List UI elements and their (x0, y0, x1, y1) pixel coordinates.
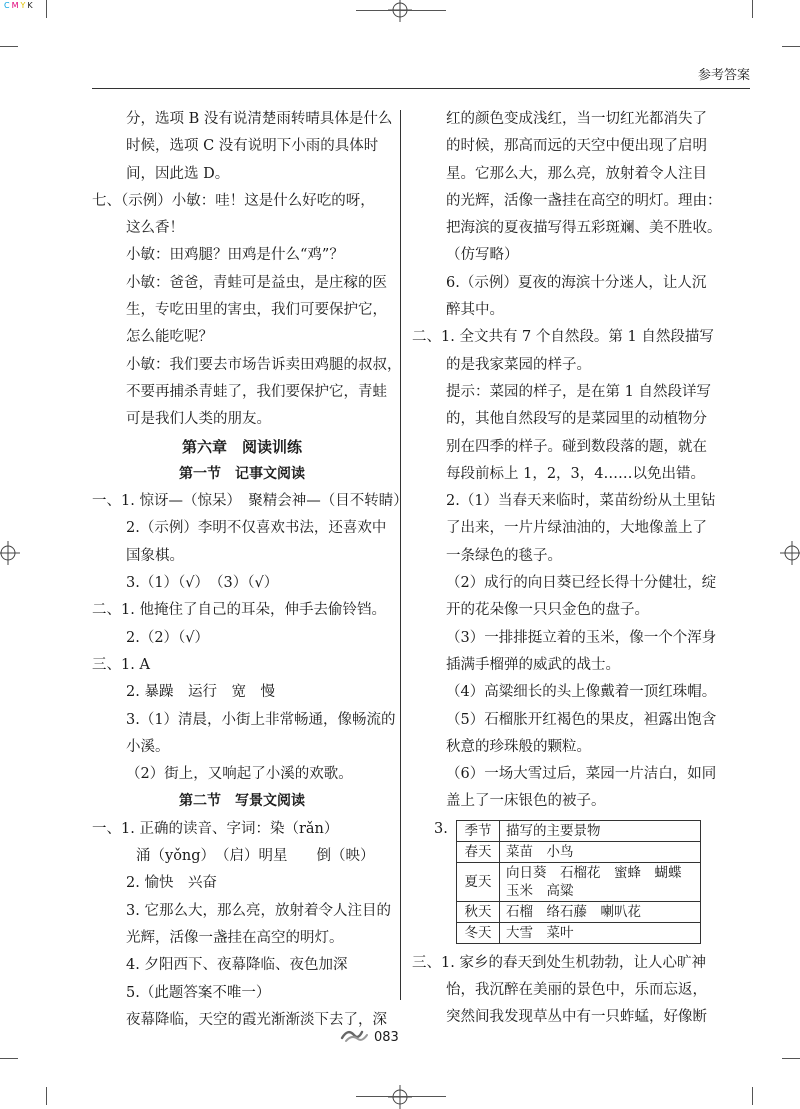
right-column-text-bottom (412, 950, 712, 1032)
scenery-line: 石榴 络石藤 喇叭花 (506, 903, 641, 920)
text-line: 2.（2）（√） (126, 629, 210, 646)
text-line: 不要再捕杀青蛙了，我们要保护它，青蛙 (126, 383, 387, 400)
text-line: 可是我们人类的朋友。 (126, 411, 271, 428)
text-line: 的，其他自然段写的是菜园里的动植物分 (446, 411, 707, 428)
scenery-line: 菜苗 小鸟 (506, 843, 574, 860)
cmyk-y: Y (20, 1, 27, 10)
cmyk-c: C (4, 1, 11, 10)
scenery-table-block (412, 816, 712, 944)
right-column (412, 106, 722, 1032)
text-line: 怎么能吃呢？ (126, 329, 213, 346)
table-number: 3. (434, 820, 448, 837)
registration-mark-bottom (388, 1085, 412, 1109)
crop-mark-bottom-left (46, 1087, 47, 1105)
table-row (457, 862, 701, 901)
page-number: 083 (374, 1029, 399, 1045)
season-cell: 冬天 (457, 922, 500, 943)
text-line: 3.（1）（√） （3）（√） (126, 575, 279, 592)
text-line: （3）一排排挺立着的玉米，像一个个浑身 (446, 629, 717, 646)
text-line: 2.（示例）李明不仅喜欢书法，还喜欢中 (126, 520, 387, 537)
cmyk-color-marks (4, 1, 35, 10)
registration-mark-left (0, 541, 20, 565)
text-line: 怡，我沉醉在美丽的景色中，乐而忘返， (446, 982, 707, 999)
text-line: （5）石榴胀开红褐色的果皮，袒露出饱含 (446, 711, 717, 728)
text-line: 光辉，活像一盏挂在高空的明灯。 (126, 929, 344, 946)
text-line: 小敏：田鸡腿？田鸡是什么“鸡”？ (126, 247, 344, 264)
scenery-table (456, 820, 701, 944)
crop-mark-bottom-left-h (0, 1058, 18, 1059)
page-header-title: 参考答案 (697, 68, 750, 83)
right-column-text-top (412, 106, 722, 816)
scenery-cell (500, 862, 701, 901)
page-logo-icon (340, 1026, 370, 1048)
text-line: （2）成行的向日葵已经长得十分健壮，绽 (446, 575, 717, 592)
text-line: 星。它那么大，那么亮，放射着令人注目 (446, 165, 707, 182)
text-line: 突然间我发现草丛中有一只蚱蜢，好像断 (446, 1009, 707, 1026)
text-line: 6.（示例）夏夜的海滨十分迷人，让人沉 (446, 274, 707, 291)
text-line: 一条绿色的毯子。 (446, 547, 562, 564)
text-line: 开的花朵像一只只金色的盘子。 (446, 602, 649, 619)
season-cell: 秋天 (457, 901, 500, 922)
scenery-line: 大雪 菜叶 (506, 924, 574, 941)
crop-mark-bottom-right (752, 1087, 753, 1105)
scenery-cell (500, 901, 701, 922)
table-header-items: 描写的主要景物 (500, 820, 701, 841)
left-column (92, 106, 408, 1034)
text-line: 一、1. 惊讶—（惊呆） 聚精会神—（目不转睛） (92, 493, 408, 510)
text-line: 提示：菜园的样子，是在第 1 自然段详写 (446, 383, 711, 400)
crop-mark-top-right (752, 0, 753, 18)
cmyk-k: K (27, 1, 34, 10)
text-line: 分，选项 B 没有说清楚雨转晴具体是什么 (126, 111, 393, 127)
text-line: 醉其中。 (446, 302, 504, 319)
text-line: 5.（此题答案不唯一） (126, 984, 271, 1001)
table-row (457, 922, 701, 943)
table-row (457, 841, 701, 862)
text-line: 二、1. 全文共有 7 个自然段。第 1 自然段描写 (412, 329, 714, 346)
table-header-season: 季节 (457, 820, 500, 841)
text-line: 小敏：爸爸，青蛙可是益虫，是庄稼的医 (126, 274, 387, 291)
text-line: 把海滨的夏夜描写得五彩斑斓、美不胜收。 (446, 220, 722, 237)
table-header-row (457, 820, 701, 841)
text-line: 三、1. A (92, 656, 150, 673)
text-line: （6）一场大雪过后，菜园一片洁白，如同 (446, 766, 717, 783)
text-line: 小溪。 (126, 738, 170, 755)
registration-mark-right (780, 541, 800, 565)
text-line: 这么香！ (126, 220, 184, 237)
crop-mark-bottom-right-h (782, 1058, 800, 1059)
text-line: 插满手榴弹的威武的战士。 (446, 656, 620, 673)
header-rule (92, 88, 750, 89)
season-cell: 春天 (457, 841, 500, 862)
column-divider (400, 110, 401, 1000)
text-line: 七、（示例）小敏：哇！这是什么好吃的呀， (92, 192, 375, 209)
page-number-block (340, 1026, 399, 1048)
text-line: 3. 它那么大，那么亮，放射着令人注目的 (126, 902, 391, 919)
text-line: 生，专吃田里的害虫，我们可要保护它， (126, 302, 387, 319)
section-heading: 第一节 记事文阅读 (179, 465, 305, 482)
scenery-cell (500, 841, 701, 862)
scenery-cell (500, 922, 701, 943)
crop-line-top (356, 10, 446, 11)
text-line: 一、1. 正确的读音、字词：染（rǎn） (92, 820, 339, 837)
season-cell: 夏天 (457, 862, 500, 901)
text-line: 红的颜色变成浅红，当一切红光都消失了 (446, 111, 707, 127)
text-line: 的时候，那高而远的天空中便出现了启明 (446, 138, 707, 155)
text-line: 间，因此选 D。 (126, 165, 230, 182)
text-line: 盖上了一床银色的被子。 (446, 793, 606, 810)
registration-mark-top (388, 0, 412, 22)
text-line: 二、1. 他掩住了自己的耳朵，伸手去偷铃铛。 (92, 602, 386, 619)
scenery-line: 向日葵 石榴花 蜜蜂 蝴蝶 (506, 864, 682, 881)
chapter-heading: 第六章 阅读训练 (181, 437, 302, 456)
table-row (457, 901, 701, 922)
text-line: （2）街上，又响起了小溪的欢歌。 (126, 766, 353, 783)
cmyk-m: M (11, 1, 20, 10)
text-line: 别在四季的样子。碰到数段落的题，就在 (446, 438, 707, 455)
text-line: 秋意的珍珠般的颗粒。 (446, 738, 591, 755)
section-heading: 第二节 写景文阅读 (179, 793, 305, 810)
crop-line-bottom (356, 1096, 446, 1097)
text-line: 4. 夕阳西下、夜幕降临、夜色加深 (126, 957, 348, 974)
text-line: 每段前标上 1，2，3，4……以免出错。 (446, 465, 706, 482)
text-line: 国象棋。 (126, 547, 184, 564)
text-line: 涌（yǒng） （启）明星 倒（映） (136, 848, 375, 865)
text-line: 了出来，一片片绿油油的，大地像盖上了 (446, 520, 707, 537)
text-line: 的光辉，活像一盏挂在高空的明灯。理由： (446, 192, 722, 209)
text-line: 三、1. 家乡的春天到处生机勃勃，让人心旷神 (412, 954, 706, 971)
crop-mark-top-right-h (782, 46, 800, 47)
text-line: （仿写略） (446, 247, 519, 264)
text-line: 夜幕降临，天空的霞光渐渐淡下去了，深 (126, 1011, 387, 1028)
scenery-line: 玉米 高粱 (506, 882, 574, 899)
text-line: 2.（1）当春天来临时，菜苗纷纷从土里钻 (446, 493, 716, 510)
text-line: 时候，选项 C 没有说明下小雨的具体时 (126, 138, 379, 155)
text-line: 2. 暴躁 运行 宽 慢 (126, 684, 275, 701)
text-line: 的是我家菜园的样子。 (446, 356, 591, 373)
crop-mark-top-left-h (0, 46, 18, 47)
crop-mark-top-left (46, 0, 47, 18)
text-line: 2. 愉快 兴奋 (126, 875, 217, 892)
text-line: 小敏：我们要去市场告诉卖田鸡腿的叔叔， (126, 356, 402, 373)
text-line: （4）高粱细长的头上像戴着一顶红珠帽。 (446, 684, 717, 701)
text-line: 3.（1）清晨，小街上非常畅通，像畅流的 (126, 711, 396, 728)
